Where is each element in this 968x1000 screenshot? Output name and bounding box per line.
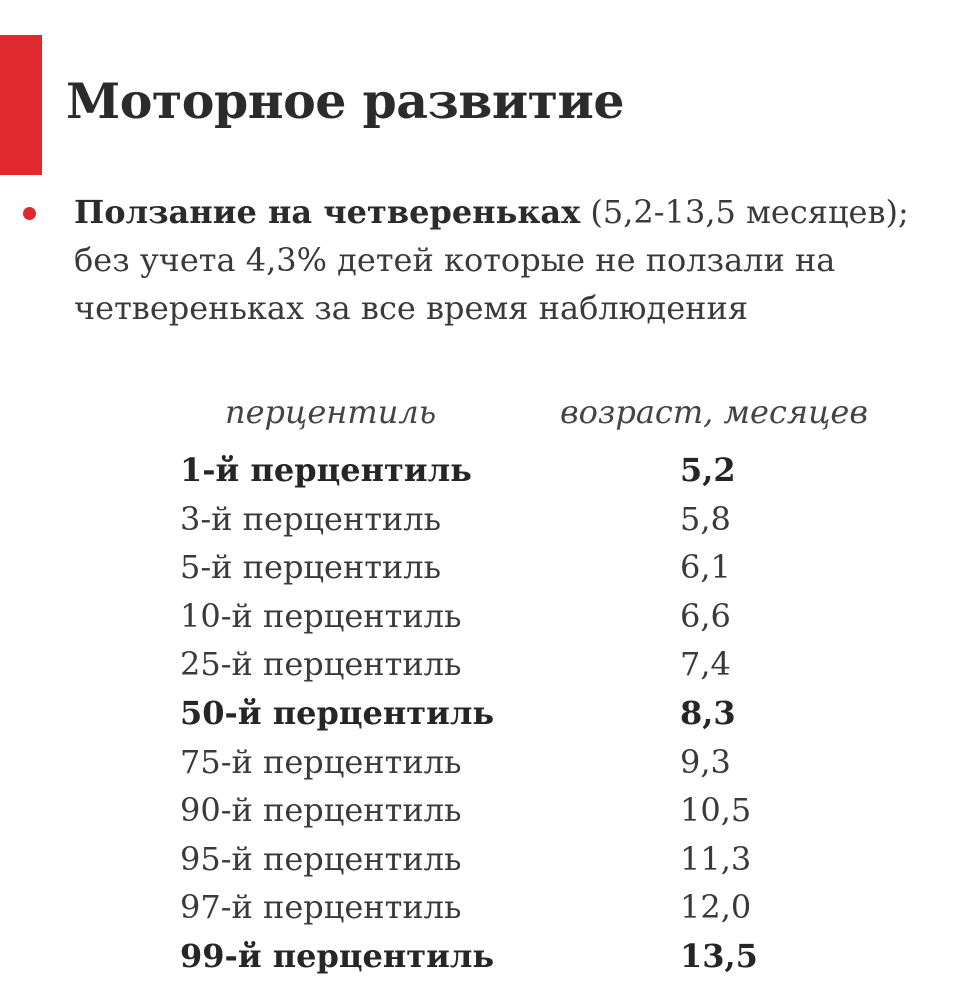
age-value: 9,3	[680, 742, 731, 781]
age-value: 5,2	[680, 451, 736, 489]
table-row	[0, 786, 968, 835]
bullet-dot-icon	[23, 207, 36, 220]
bullet-lead: Ползание на четвереньках	[74, 193, 581, 231]
table-row	[0, 738, 968, 787]
table-row	[0, 640, 968, 689]
table-row	[0, 446, 968, 495]
age-value: 7,4	[680, 645, 731, 684]
table-row	[0, 689, 968, 738]
table-row	[0, 495, 968, 544]
age-value: 13,5	[680, 936, 758, 975]
table-row	[0, 932, 968, 981]
table-row	[0, 883, 968, 932]
percentile-label: 99-й перцентиль	[180, 936, 495, 975]
age-value: 10,5	[680, 791, 752, 830]
age-value: 6,6	[680, 596, 731, 635]
table-row	[0, 543, 968, 592]
table-row	[0, 835, 968, 884]
age-value: 11,3	[680, 839, 752, 878]
percentile-label: 25-й перцентиль	[180, 645, 462, 684]
accent-bar	[0, 35, 42, 175]
percentile-label: 10-й перцентиль	[180, 596, 462, 635]
age-value: 5,8	[680, 499, 731, 538]
percentile-label: 97-й перцентиль	[180, 888, 462, 927]
percentile-label: 75-й перцентиль	[180, 742, 462, 781]
percentile-label: 3-й перцентиль	[180, 499, 442, 538]
age-value: 8,3	[680, 693, 736, 732]
bullet-body: (5,2-13,5 месяцев); без учета 4,3% детей которые не ползали на четвереньках за все время наблюдения	[74, 193, 909, 327]
column-header-age: возраст, месяцев	[560, 393, 868, 431]
age-value: 12,0	[680, 888, 752, 927]
age-value: 6,1	[680, 548, 731, 587]
bullet-paragraph	[74, 188, 934, 332]
table-row	[0, 592, 968, 641]
page-title: Моторное развитие	[66, 72, 625, 130]
percentile-label: 95-й перцентиль	[180, 839, 462, 878]
percentile-label: 5-й перцентиль	[180, 548, 442, 587]
column-header-percentile: перцентиль	[225, 393, 437, 431]
percentile-table	[0, 446, 968, 981]
percentile-label: 90-й перцентиль	[180, 791, 462, 830]
percentile-label: 1-й перцентиль	[180, 451, 472, 489]
percentile-label: 50-й перцентиль	[180, 693, 495, 732]
